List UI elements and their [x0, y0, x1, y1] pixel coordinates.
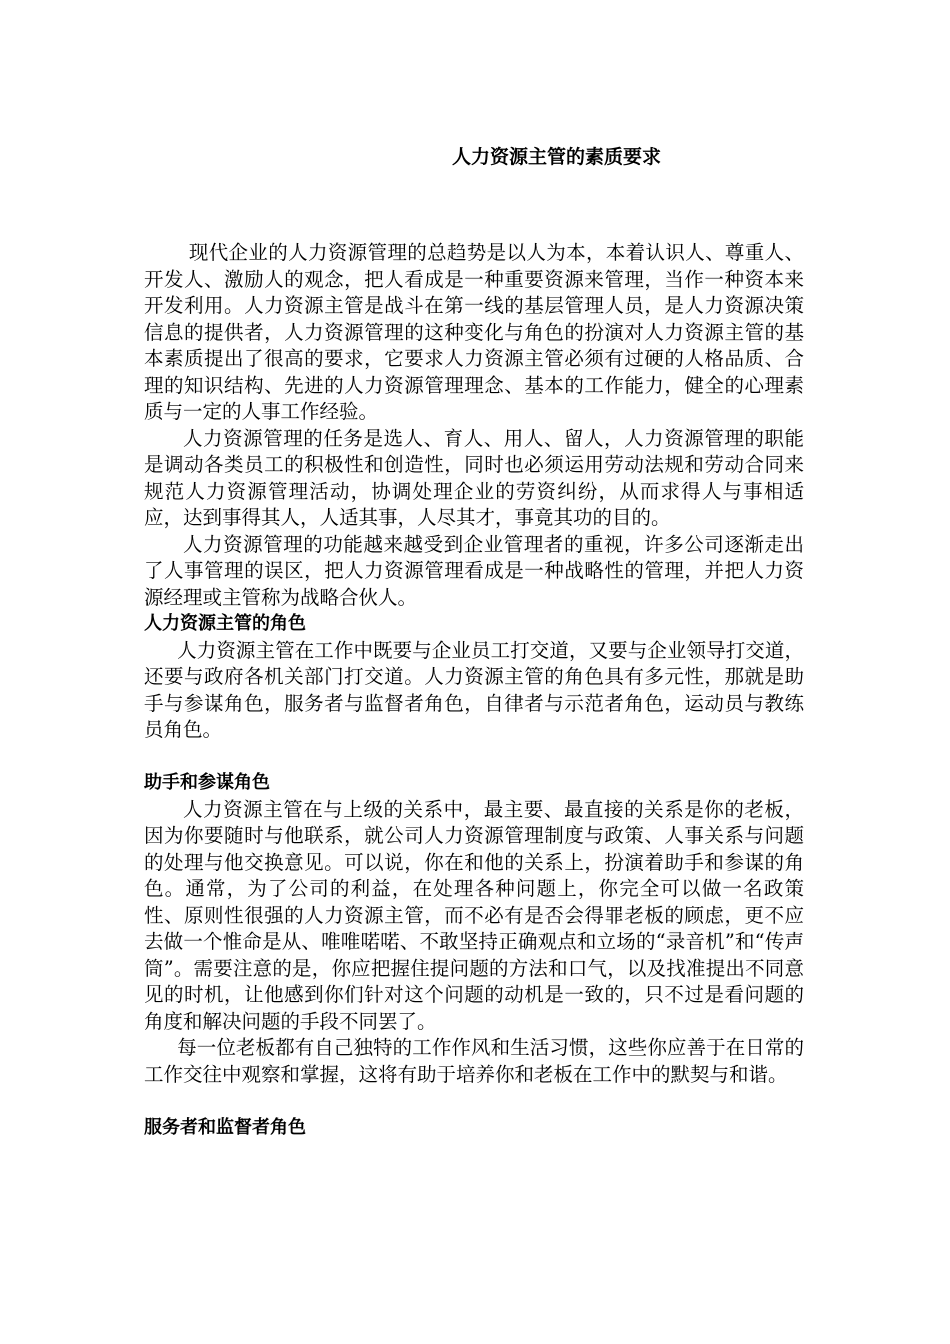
document-title: 人力资源主管的素质要求	[452, 146, 662, 168]
spacer	[144, 744, 804, 771]
intro-paragraph-3: 人力资源管理的功能越来越受到企业管理者的重视，许多公司逐渐走出了人事管理的误区，把人力资源管理看成是一种战略性的管理，并把人力资源经理或主管称为战略合伙人。	[144, 532, 804, 609]
intro-paragraph-2: 人力资源管理的任务是选人、育人、用人、留人，人力资源管理的职能是调动各类员工的积极性和创造性，同时也必须运用劳动法规和劳动合同来规范人力资源管理活动，协调处理企业的劳资纠纷，从而求得人与事相适应，达到事得其人，人适其事，人尽其才，事竟其功的目的。	[144, 426, 804, 529]
assistant-paragraph-2: 每一位老板都有自己独特的工作作风和生活习惯，这些你应善于在日常的工作交往中观察和掌握，这将有助于培养你和老板在工作中的默契与和谐。	[144, 1036, 804, 1086]
intro-paragraph-1: 现代企业的人力资源管理的总趋势是以人为本，本着认识人、尊重人、开发人、激励人的观念，把人看成是一种重要资源来管理，当作一种资本来开发利用。人力资源主管是战斗在第一线的基层管理人员，是人力资源决策信息的提供者，人力资源管理的这种变化与角色的扮演对人力资源主管的基本素质提出了很高的要求，它要求人力资源主管必须有过硬的人格品质、合理的知识结构、先进的人力资源管理理念、基本的工作能力，健全的心理素质与一定的人事工作经验。	[144, 241, 804, 423]
spacer	[144, 1088, 804, 1115]
service-heading: 服务者和监督者角色	[144, 1116, 306, 1138]
assistant-paragraph-1: 人力资源主管在与上级的关系中，最主要、最直接的关系是你的老板，因为你要随时与他联系，就公司人力资源管理制度与政策、人事关系与问题的处理与他交换意见。可以说，你在和他的关系上，扮演着助手和参谋的角色。通常，为了公司的利益，在处理各种问题上，你完全可以做一名政策性、原则性很强的人力资源主管，而不必有是否会得罪老板的顾虑，更不应去做一个惟命是从、唯唯喏喏、不敢坚持正确观点和立场的“录音机”和“传声筒”。需要注意的是，你应把握住提问题的方法和口气，以及找准提出不同意见的时机，让他感到你们针对这个问题的动机是一致的，只不过是看问题的角度和解决问题的手段不同罢了。	[144, 797, 804, 1033]
role-heading: 人力资源主管的角色	[144, 613, 306, 634]
document-body	[144, 240, 804, 1141]
role-paragraph-1: 人力资源主管在工作中既要与企业员工打交道，又要与企业领导打交道，还要与政府各机关部门打交道。人力资源主管的角色具有多元性，那就是助手与参谋角色，服务者与监督者角色，自律者与示范者角色，运动员与教练员角色。	[144, 638, 804, 741]
assistant-heading: 助手和参谋角色	[144, 772, 270, 793]
